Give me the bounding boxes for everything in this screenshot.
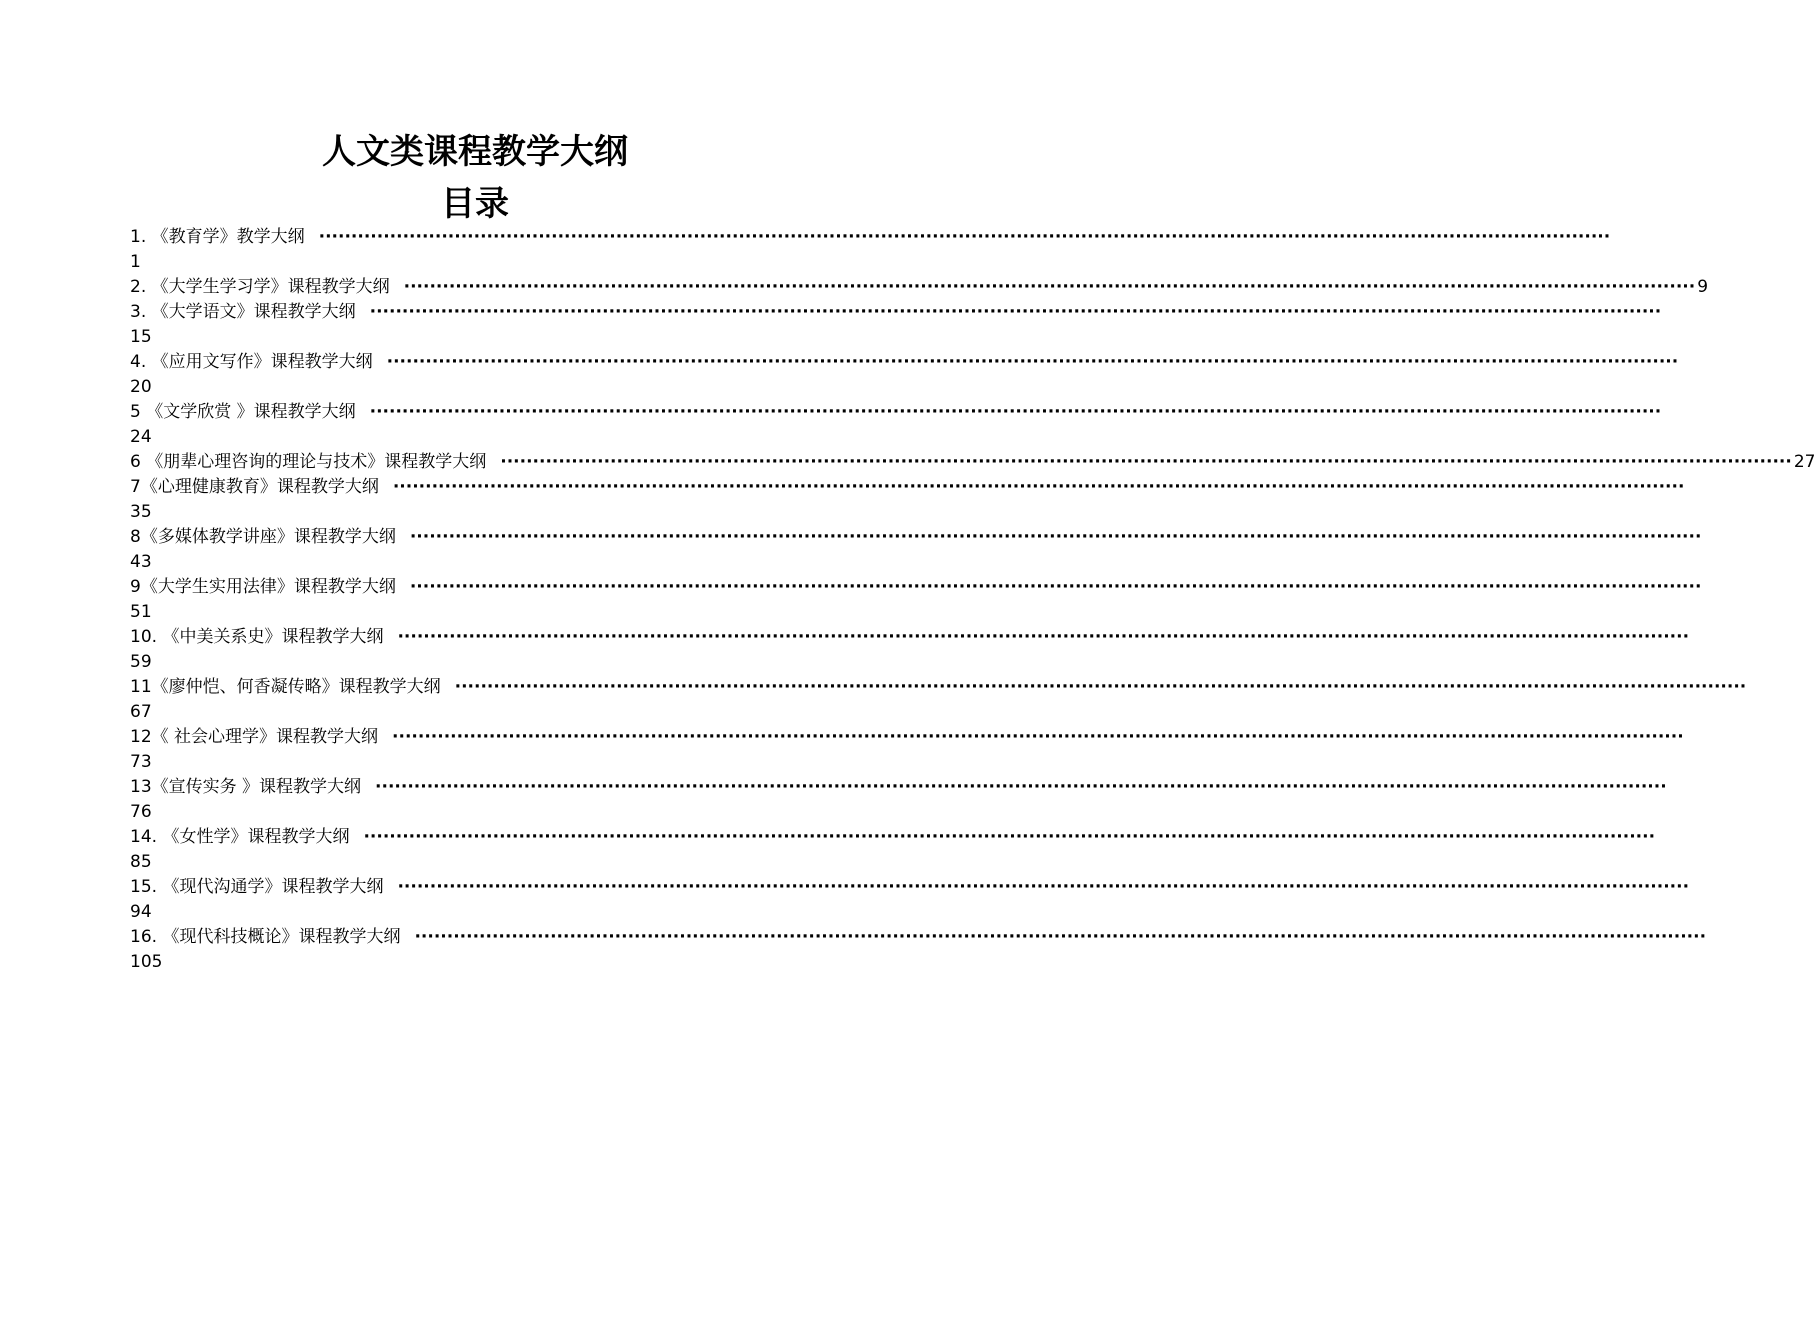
toc-page-number: 73 bbox=[130, 752, 152, 772]
toc-line bbox=[130, 925, 1707, 950]
toc-page-number: 94 bbox=[130, 902, 152, 922]
toc-dot-leader: ········································································································································································································ bbox=[392, 727, 1684, 747]
toc-page-number: 43 bbox=[130, 552, 152, 572]
toc-dot-leader: ········································································································································································································ bbox=[397, 627, 1690, 647]
toc-entry[interactable] bbox=[130, 275, 1709, 300]
toc-entry[interactable] bbox=[130, 625, 1690, 675]
toc-entry[interactable] bbox=[130, 225, 1611, 275]
toc-page-number: 1 bbox=[130, 252, 141, 272]
toc-heading: 目录 bbox=[441, 184, 509, 224]
page-title: 人文类课程教学大纲 bbox=[322, 132, 628, 172]
toc-entry[interactable] bbox=[130, 475, 1685, 525]
toc-entry[interactable] bbox=[130, 925, 1707, 975]
toc-entry-title: 7《心理健康教育》课程教学大纲 bbox=[130, 477, 379, 497]
toc-line bbox=[130, 725, 1684, 750]
toc-entry[interactable] bbox=[130, 300, 1662, 350]
toc-entry[interactable] bbox=[130, 825, 1656, 875]
toc-entry-title: 9《大学生实用法律》课程教学大纲 bbox=[130, 577, 396, 597]
toc-dot-leader: ········································································································································································································ bbox=[386, 352, 1679, 372]
toc-dot-leader: ········································································································································································································ bbox=[414, 927, 1707, 947]
toc-page-number: 76 bbox=[130, 802, 152, 822]
toc-entry[interactable] bbox=[130, 525, 1702, 575]
toc-line bbox=[130, 575, 1702, 600]
toc-line bbox=[130, 275, 1709, 300]
toc-entry[interactable] bbox=[130, 450, 1815, 475]
toc-entry[interactable] bbox=[130, 575, 1702, 625]
toc-page-number: 15 bbox=[130, 327, 152, 347]
toc-page-number: 67 bbox=[130, 702, 152, 722]
toc-dot-leader: ········································································································································································································ bbox=[363, 827, 1656, 847]
toc-dot-leader: ········································································································································································································ bbox=[369, 302, 1662, 322]
toc-dot-leader: ········································································································································································································ bbox=[409, 577, 1702, 597]
toc-line bbox=[130, 875, 1690, 900]
toc-page-number: 85 bbox=[130, 852, 152, 872]
toc-dot-leader: ········································································································································································································ bbox=[454, 677, 1747, 697]
toc-dot-leader: ········································································································································································································ bbox=[318, 227, 1611, 247]
toc-entry-title: 1. 《教育学》教学大纲 bbox=[130, 227, 305, 247]
toc-page-number: 24 bbox=[130, 427, 152, 447]
toc-line bbox=[130, 225, 1611, 250]
toc-line bbox=[130, 525, 1702, 550]
toc-line bbox=[130, 475, 1685, 500]
toc-page-number: 51 bbox=[130, 602, 152, 622]
toc-entry[interactable] bbox=[130, 400, 1662, 450]
toc-entry-title: 16. 《现代科技概论》课程教学大纲 bbox=[130, 927, 401, 947]
table-of-contents bbox=[130, 225, 1815, 975]
toc-dot-leader: ········································································································································································································ bbox=[397, 877, 1690, 897]
toc-line bbox=[130, 450, 1815, 475]
toc-dot-leader: ········································································································································································································ bbox=[369, 402, 1662, 422]
toc-entry-title: 12《 社会心理学》课程教学大纲 bbox=[130, 727, 379, 747]
toc-entry[interactable] bbox=[130, 875, 1690, 925]
toc-dot-leader: ········································································································································································································ bbox=[375, 777, 1667, 797]
toc-dot-leader: ········································································································································································································ bbox=[409, 527, 1702, 547]
toc-entry-title: 8《多媒体教学讲座》课程教学大纲 bbox=[130, 527, 396, 547]
toc-entry-title: 3. 《大学语文》课程教学大纲 bbox=[130, 302, 356, 322]
toc-entry[interactable] bbox=[130, 775, 1667, 825]
toc-page-number: 9 bbox=[1697, 277, 1709, 297]
toc-entry-title: 4. 《应用文写作》课程教学大纲 bbox=[130, 352, 373, 372]
toc-page-number: 35 bbox=[130, 502, 152, 522]
toc-dot-leader: ········································································································································································································ bbox=[500, 452, 1792, 472]
toc-line bbox=[130, 300, 1662, 325]
toc-dot-leader: ········································································································································································································ bbox=[392, 477, 1685, 497]
toc-entry-title: 6 《朋辈心理咨询的理论与技术》课程教学大纲 bbox=[130, 452, 487, 472]
toc-entry-title: 11《廖仲恺、何香凝传略》课程教学大纲 bbox=[130, 677, 441, 697]
toc-line bbox=[130, 825, 1656, 850]
toc-line bbox=[130, 675, 1747, 700]
toc-line bbox=[130, 775, 1667, 800]
toc-page-number: 59 bbox=[130, 652, 152, 672]
toc-line bbox=[130, 625, 1690, 650]
toc-entry-title: 5 《文学欣赏 》课程教学大纲 bbox=[130, 402, 356, 422]
toc-entry-title: 2. 《大学生学习学》课程教学大纲 bbox=[130, 277, 390, 297]
toc-entry-title: 15. 《现代沟通学》课程教学大纲 bbox=[130, 877, 384, 897]
toc-line bbox=[130, 350, 1679, 375]
toc-page-number: 20 bbox=[130, 377, 152, 397]
toc-entry[interactable] bbox=[130, 675, 1747, 725]
toc-line bbox=[130, 400, 1662, 425]
toc-dot-leader: ········································································································································································································ bbox=[403, 277, 1696, 297]
toc-page-number: 105 bbox=[130, 952, 163, 972]
toc-entry-title: 10. 《中美关系史》课程教学大纲 bbox=[130, 627, 384, 647]
toc-entry[interactable] bbox=[130, 725, 1684, 775]
toc-page-number: 27 bbox=[1793, 452, 1815, 472]
toc-entry-title: 13《宣传实务 》课程教学大纲 bbox=[130, 777, 362, 797]
toc-entry[interactable] bbox=[130, 350, 1679, 400]
toc-entry-title: 14. 《女性学》课程教学大纲 bbox=[130, 827, 350, 847]
